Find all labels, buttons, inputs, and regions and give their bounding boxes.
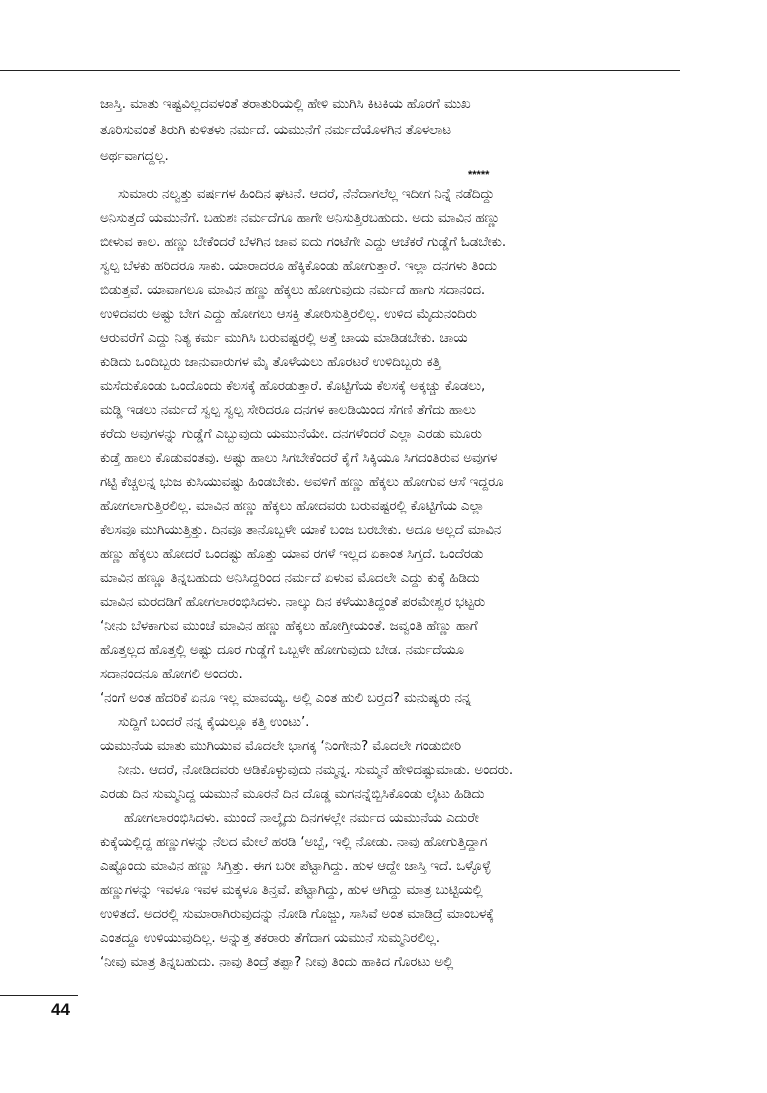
text-line: ಜಾಸ್ತಿ. ಮಾತು ಇಷ್ಟವಿಲ್ಲದವಳಂತೆ ತರಾತುರಿಯಲ್ಲಿ ಹೇಳಿ ಮುಗಿಸಿ ಕಿಟಕಿಯ ಹೊರಗೆ ಮುಖ [100,97,471,112]
text-line: ಹೋಗಲಾರಂಭಿಸಿದಳು. ಮುಂದೆ ನಾಲ್ಕೈದು ದಿನಗಳಲ್ಲೇ ನರ್ಮದ ಯಮುನೆಯ ಎದುರೇ [124,811,479,826]
text-line: ಕೆಲಸವೂ ಮುಗಿಯುತ್ತಿತ್ತು. ದಿನವೂ ತಾನೊಬ್ಬಳೇ ಯಾಕೆ ಬಂಜ ಬರಬೇಕು. ಅದೂ ಅಲ್ಲದೆ ಮಾವಿನ [100,523,502,538]
text-line: ಸುದ್ದಿಗೆ ಬಂದರೆ ನನ್ನ ಕೈಯಲ್ಲೂ ಕತ್ತಿ ಉಂಟು’. [118,715,310,730]
text-line: ಮಾವಿನ ಮರದಡಿಗೆ ಹೋಗಲಾರಂಭಿಸಿದಳು. ನಾಲ್ಕು ದಿನ ಕಳೆಯುತಿದ್ದಂತೆ ಪರಮೇಶ್ವರ ಭಟ್ಟರು [100,595,486,610]
top-rule [0,70,680,71]
text-line: ನೀನು. ಆದರೆ, ನೋಡಿದವರು ಆಡಿಕೊಳ್ಳುವುದು ನಮ್ಮನ್ನ. ಸುಮ್ಮನೆ ಹೇಳಿದಷ್ಟುಮಾಡು. ಅಂದರು. [118,763,513,778]
text-line: ‘ನೀನು ಬೆಳಕಾಗುವ ಮುಂಚೆ ಮಾವಿನ ಹಣ್ಣು ಹೆಕ್ಕಲು ಹೋಗ್ತೀಯಂತೆ. ಜವ್ವಂತಿ ಹೆಣ್ಣು ಹಾಗೆ [100,619,478,634]
text-line: ತೂರಿಸುವಂತೆ ತಿರುಗಿ ಕುಳಿತಳು ನರ್ಮದೆ. ಯಮುನೆಗೆ ನರ್ಮದೆಯೊಳಗಿನ ತೊಳಲಾಟ [100,123,451,138]
text-line: ಕುಡಿದು ಒಂದಿಬ್ಬರು ಜಾನುವಾರುಗಳ ಮೈ ತೊಳೆಯಲು ಹೊರಟರೆ ಉಳಿದಿಬ್ಬರು ಕತ್ತಿ [100,355,441,370]
text-line: ಉಳಿತದೆ. ಅದರಲ್ಲಿ ಸುಮಾರಾಗಿರುವುದನ್ನು ನೋಡಿ ಗೊಜ್ಜು, ಸಾಸಿವೆ ಅಂತ ಮಾಡಿದ್ರೆ ಮಾಂಬಳಕ್ಕೆ [100,907,494,922]
text-line: ಹೋಗಲಾಗುತ್ತಿರಲಿಲ್ಲ. ಮಾವಿನ ಹಣ್ಣು ಹೆಕ್ಕಲು ಹೋದವರು ಬರುವಷ್ಟರಲ್ಲಿ ಕೊಟ್ಟಿಗೆಯ ಎಲ್ಲಾ [100,499,485,514]
text-line: ಕುಕ್ಕೆಯಲ್ಲಿದ್ದ ಹಣ್ಣುಗಳನ್ನು ನೆಲದ ಮೇಲೆ ಹರಡಿ ‘ಅಬ್ಬೆ, ಇಲ್ಲಿ ನೋಡು. ನಾವು ಹೋಗುತ್ತಿದ್ದಾಗ [100,835,488,850]
text-line: ಮಾವಿನ ಹಣ್ಣೂ ತಿನ್ನಬಹುದು ಅನಿಸಿದ್ದರಿಂದ ನರ್ಮದೆ ಏಳುವ ಮೊದಲೇ ಎದ್ದು ಕುಕ್ಕೆ ಹಿಡಿದು [100,571,480,586]
text-line: ಸುಮಾರು ನಲ್ವತ್ತು ವರ್ಷಗಳ ಹಿಂದಿನ ಘಟನೆ. ಆದರೆ, ನೆನೆದಾಗಲೆಲ್ಲ ಇದೀಗ ನಿನ್ನೆ ನಡೆದಿದ್ದು [118,187,495,202]
text-line: ಬಿಡುತ್ತವೆ. ಯಾವಾಗಲೂ ಮಾವಿನ ಹಣ್ಣು ಹೆಕ್ಕಲು ಹೋಗುವುದು ನರ್ಮದೆ ಹಾಗು ಸದಾನಂದ. [100,283,486,298]
text-line: ಸ್ವಲ್ಪ ಬೆಳಕು ಹರಿದರೂ ಸಾಕು. ಯಾರಾದರೂ ಹೆಕ್ಕಿಕೊಂಡು ಹೋಗುತ್ತಾರೆ. ಇಲ್ಲಾ ದನಗಳು ತಿಂದು [100,259,497,274]
footer-rule [0,995,78,996]
text-line: ಸದಾನಂದನೂ ಹೋಗಲಿ ಅಂದರು. [100,667,243,682]
page-number: 44 [51,1000,70,1019]
text-line: ಆರುವರೆಗೆ ಎದ್ದು ನಿತ್ಯ ಕರ್ಮ ಮುಗಿಸಿ ಬರುವಷ್ಟರಲ್ಲಿ ಅತ್ತೆ ಚಾಯ ಮಾಡಿಡಬೇಕು. ಚಾಯ [100,331,468,346]
text-line: ಹೊತ್ತಲ್ಲದ ಹೊತ್ತಲ್ಲಿ ಅಷ್ಟು ದೂರ ಗುಡ್ಡೆಗೆ ಒಬ್ಬಳೇ ಹೋಗುವುದು ಬೇಡ. ನರ್ಮದೆಯೂ [100,643,464,658]
text-line: ಎರಡು ದಿನ ಸುಮ್ಮನಿದ್ದ ಯಮುನೆ ಮೂರನೆ ದಿನ ದೊಡ್ಡ ಮಗನನ್ನೆಬ್ಬಿಸಿಕೊಂಡು ಲೈಟು ಹಿಡಿದು [100,787,485,802]
text-line: ‘ನಂಗೆ ಅಂತ ಹೆದರಿಕೆ ಏನೂ ಇಲ್ಲ ಮಾವಯ್ಯ. ಅಲ್ಲಿ ಎಂತ ಹುಲಿ ಬರ್‍ತದ? ಮನುಷ್ಯರು ನನ್ನ [100,691,472,706]
text-line: ಅರ್ಥವಾಗದ್ದಲ್ಲ. [100,149,169,164]
text-line: ಎಷ್ಟೊಂದು ಮಾವಿನ ಹಣ್ಣು ಸಿಗ್ತಿತ್ತು. ಈಗ ಬರೀ ಪೆಟ್ಟಾಗಿದ್ದು. ಹುಳ ಆದ್ದೇ ಜಾಸ್ತಿ ಇದೆ. ಒಳ್ಳೊಳ್ಳೆ [100,859,491,874]
text-line: ಬೀಳುವ ಕಾಲ. ಹಣ್ಣು ಬೇಕೆಂದರೆ ಬೆಳಗಿನ ಜಾವ ಐದು ಗಂಟೆಗೇ ಎದ್ದು ಆಚೆಕರೆ ಗುಡ್ಡೆಗೆ ಓಡಬೇಕು. [100,235,507,250]
section-separator: ***** [468,169,490,181]
text-line: ಮಸೆದುಕೊಂಡು ಒಂದೊಂದು ಕೆಲಸಕ್ಕೆ ಹೊರಡುತ್ತಾರೆ. ಕೊಟ್ಟಿಗೆಯ ಕೆಲಸಕ್ಕೆ ಅಕ್ಕಚ್ಚು ಕೊಡಲು, [100,379,486,394]
text-line: ಮಡ್ಡಿ ಇಡಲು ನರ್ಮದೆ ಸ್ವಲ್ಪ ಸ್ವಲ್ಪ ಸೇರಿದರೂ ದನಗಳ ಕಾಲಡಿಯಿಂದ ಸೆಗಣಿ ತೆಗೆದು ಹಾಲು [100,403,476,418]
text-line: ಗಟ್ಟಿ ಕೆಚ್ಚಲನ್ನ ಭುಜ ಕುಸಿಯುವಷ್ಟು ಹಿಂಡಬೇಕು. ಅವಳಿಗೆ ಹಣ್ಣು ಹೆಕ್ಕಲು ಹೋಗುವ ಆಸೆ ಇದ್ದರೂ [100,475,504,490]
text-line: ಕರೆದು ಅವುಗಳನ್ನು ಗುಡ್ಡೆಗೆ ಎಬ್ಬುವುದು ಯಮುನೆಯೇ. ದನಗಳೆಂದರೆ ಎಲ್ಲಾ ಎರಡು ಮೂರು [100,427,482,442]
text-line: ಹಣ್ಣು ಹೆಕ್ಕಲು ಹೋದರೆ ಒಂದಷ್ಟು ಹೊತ್ತು ಯಾವ ರಗಳೆ ಇಲ್ಲದ ಏಕಾಂತ ಸಿಗ್ತದೆ. ಒಂದೆರಡು [100,547,484,562]
text-line: ಎಂತದ್ದೂ ಉಳಿಯುವುದಿಲ್ಲ. ಅನ್ನುತ್ತ ತಕರಾರು ತೆಗೆದಾಗ ಯಮುನೆ ಸುಮ್ಮನಿರಲಿಲ್ಲ. [100,931,440,946]
text-line: ಕುಡ್ತೆ ಹಾಲು ಕೊಡುವಂತವು. ಅಷ್ಟು ಹಾಲು ಸಿಗಬೇಕೆಂದರೆ ಕೈಗೆ ಸಿಕ್ಕಿಯೂ ಸಿಗದಂತಿರುವ ಅವುಗಳ [100,451,498,466]
text-line: ‘ನೀವು ಮಾತ್ರ ತಿನ್ನಬಹುದು. ನಾವು ತಿಂದ್ರೆ ತಪ್ಪಾ? ನೀವು ತಿಂದು ಹಾಕಿದ ಗೊರಟು ಅಲ್ಲಿ [100,955,454,970]
text-line: ಯಮುನೆಯ ಮಾತು ಮುಗಿಯುವ ಮೊದಲೇ ಭಾಗಕ್ಕ ‘ನಿಂಗೇನು? ಮೊದಲೇ ಗಂಡುಬೀರಿ [100,739,462,754]
text-line: ಹಣ್ಣುಗಳನ್ನು ಇವಳೂ ಇವಳ ಮಕ್ಕಳೂ ತಿನ್ತವೆ. ಪೆಟ್ಟಾಗಿದ್ದು, ಹುಳ ಆಗಿದ್ದು ಮಾತ್ರ ಬುಟ್ಟಿಯಲ್ಲಿ [100,883,483,898]
text-line: ಉಳಿದವರು ಅಷ್ಟು ಬೇಗ ಎದ್ದು ಹೋಗಲು ಆಸಕ್ತಿ ತೋರಿಸುತ್ತಿರಲಿಲ್ಲ. ಉಳಿದ ಮೈದುನಂದಿರು [100,307,477,322]
text-line: ಅನಿಸುತ್ತದೆ ಯಮುನೆಗೆ. ಬಹುಶಃ ನರ್ಮದೆಗೂ ಹಾಗೇ ಅನಿಸುತ್ತಿರಬಹುದು. ಅದು ಮಾವಿನ ಹಣ್ಣು [100,211,501,226]
